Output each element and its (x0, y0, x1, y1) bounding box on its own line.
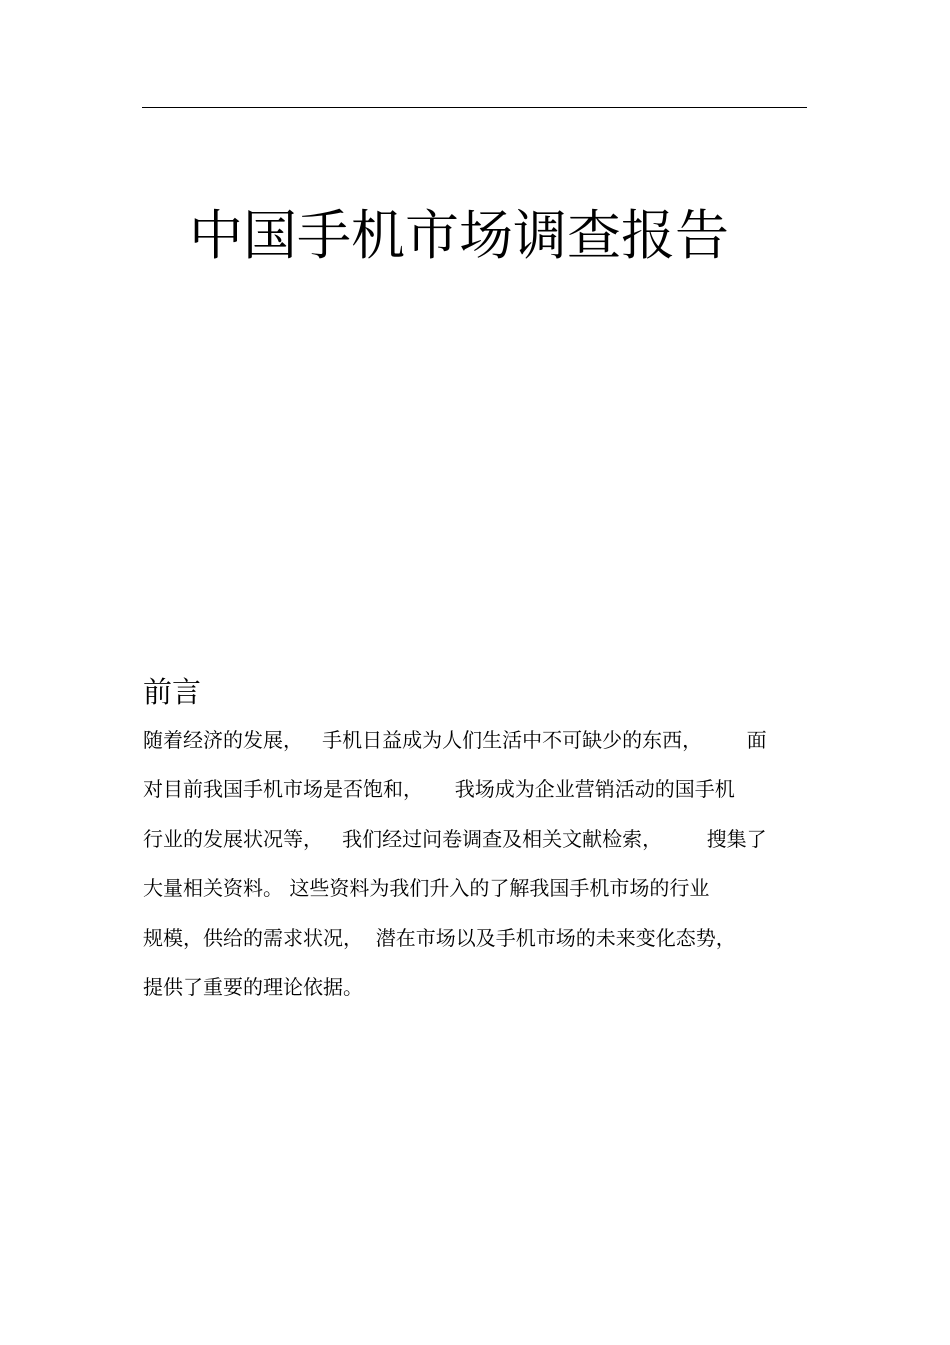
preface-line-1: 随着经济的发展， 手机日益成为人们生活中不可缺少的东西， 面 (143, 728, 767, 752)
preface-line-4: 大量相关资料。 这些资料为我们升入的了解我国手机市场的行业 (143, 876, 710, 900)
preface-line-6: 提供了重要的理论依据。 (143, 975, 363, 999)
preface-heading: 前言 (143, 675, 202, 709)
document-title: 中国手机市场调查报告 (189, 204, 729, 267)
preface-line-5: 规模，供给的需求状况， 潜在市场以及手机市场的未来变化态势， (143, 926, 736, 950)
header-rule (142, 107, 807, 108)
preface-line-3: 行业的发展状况等， 我们经过问卷调查及相关文献检索， 搜集了 (143, 827, 767, 851)
preface-line-2: 对目前我国手机市场是否饱和， 我场成为企业营销活动的国手机 (143, 777, 735, 801)
